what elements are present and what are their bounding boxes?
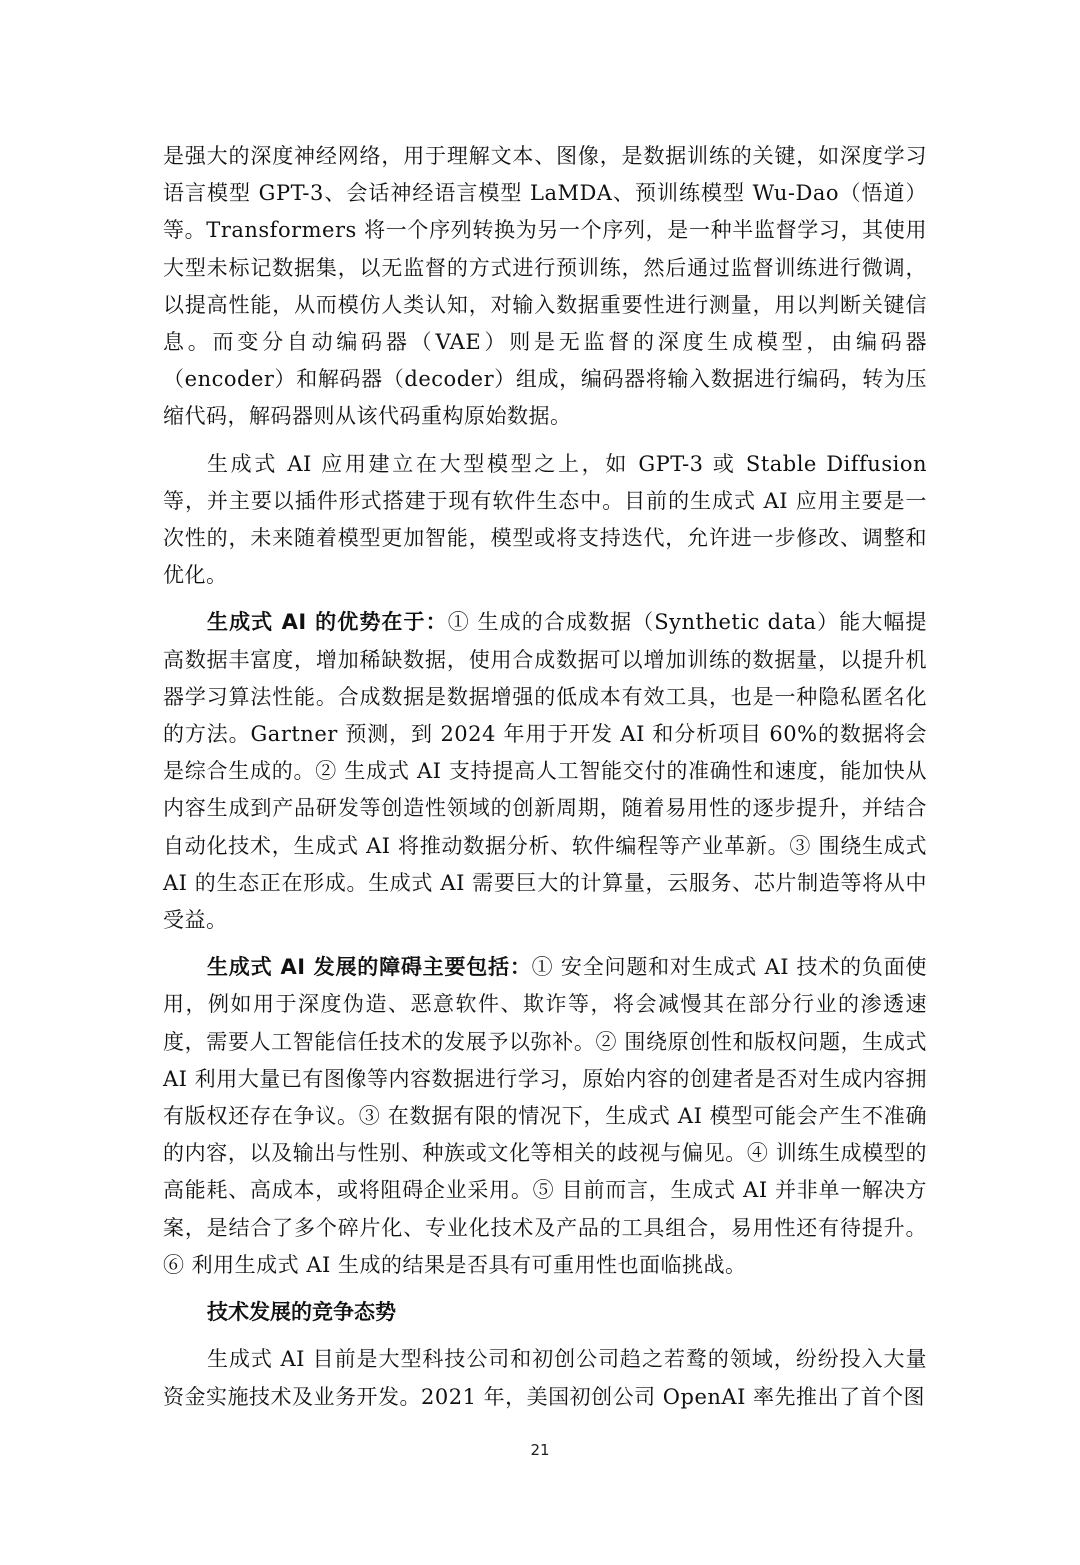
page-number: 21 [530, 1441, 550, 1459]
obstacles-body: ① 安全问题和对生成式 AI 技术的负面使用，例如用于深度伪造、恶意软件、欺诈等，将会减慢其在部分行业的渗透速度，需要人工智能信任技术的发展予以弥补。② 围绕原创性和版权问题，生成式 AI 利用大量已有图像等内容数据进行学习，原始内容的创建者是否对生成内容拥有版权还存在争议。③ 在数据有限的情况下，生成式 AI 模型可能会产生不准确的内容，以及输出与性别、种族或文化等相关的歧视与偏见。④ 训练生成模型的高能耗、高成本，或将阻碍企业采用。⑤ 目前而言，生成式 AI 并非单一解决方案，是结合了多个碎片化、专业化技术及产品的工具组合，易用性还有待提升。⑥ 利用生成式 AI 生成的结果是否具有可重用性也面临挑战。 [163, 955, 927, 1277]
document-body [163, 138, 927, 1416]
section-heading: 技术发展的竞争态势 [207, 1300, 396, 1325]
paragraph-competition: 生成式 AI 目前是大型科技公司和初创公司趋之若鹜的领域，纷纷投入大量资金实施技术及业务开发。2021 年，美国初创公司 OpenAI 率先推出了首个图 [163, 1347, 927, 1409]
advantages-lead: 生成式 AI 的优势在于： [207, 610, 448, 635]
paragraph-continuation: 是强大的深度神经网络，用于理解文本、图像，是数据训练的关键，如深度学习语言模型 GPT-3、会话神经语言模型 LaMDA、预训练模型 Wu-Dao（悟道）等。Transformers 将一个序列转换为另一个序列，是一种半监督学习，其使用大型未标记数据集，以无监督的方式进行预训练，然后通过监督训练进行微调，以提高性能，从而模仿人类认知，对输入数据重要性进行测量，用以判断关键信息。而变分自动编码器（VAE）则是无监督的深度生成模型，由编码器（encoder）和解码器（decoder）组成，编码器将输入数据进行编码，转为压缩代码，解码器则从该代码重构原始数据。 [163, 144, 927, 429]
paragraph-advantages [163, 604, 927, 939]
advantages-body: ① 生成的合成数据（Synthetic data）能大幅提高数据丰富度，增加稀缺数据，使用合成数据可以增加训练的数据量，以提升机器学习算法性能。合成数据是数据增强的低成本有效工具，也是一种隐私匿名化的方法。Gartner 预测，到 2024 年用于开发 AI 和分析项目 60%的数据将会是综合生成的。② 生成式 AI 支持提高人工智能交付的准确性和速度，能加快从内容生成到产品研发等创造性领域的创新周期，随着易用性的逐步提升，并结合自动化技术，生成式 AI 将推动数据分析、软件编程等产业革新。③ 围绕生成式 AI 的生态正在形成。生成式 AI 需要巨大的计算量，云服务、芯片制造等将从中受益。 [163, 610, 927, 933]
obstacles-lead: 生成式 AI 发展的障碍主要包括： [207, 955, 532, 980]
paragraph-obstacles [163, 949, 927, 1284]
paragraph-generative-ai-applications: 生成式 AI 应用建立在大型模型之上，如 GPT-3 或 Stable Diffusion 等，并主要以插件形式搭建于现有软件生态中。目前的生成式 AI 应用主要是一次性的，未来随着模型更加智能，模型或将支持迭代，允许进一步修改、调整和优化。 [163, 451, 927, 588]
